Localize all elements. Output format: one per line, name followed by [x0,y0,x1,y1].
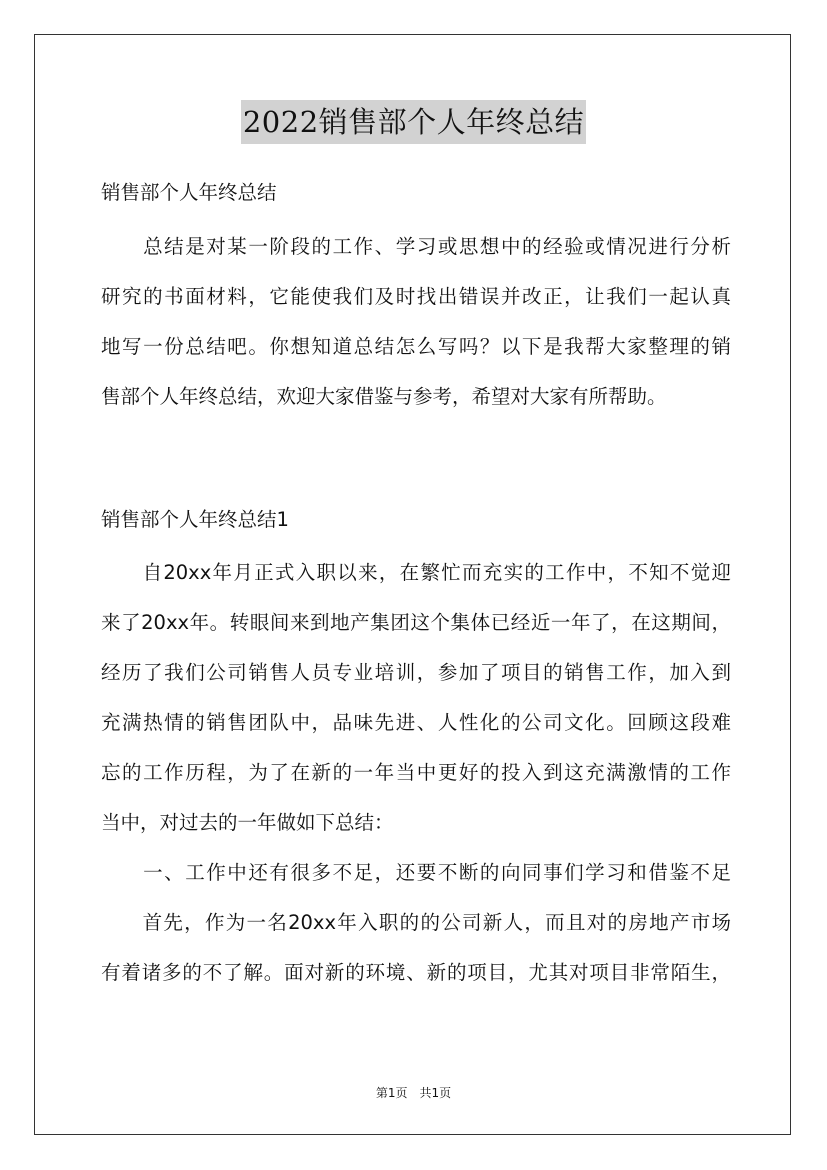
paragraph-line: 充满热情的销售团队中，品味先进、人性化的公司文化。回顾这段难 [101,711,731,734]
paragraph-line: 自20xx年月正式入职以来，在繁忙而充实的工作中，不知不觉迎 [101,561,731,584]
paragraph-line: 一、工作中还有很多不足，还要不断的向同事们学习和借鉴不足 [101,861,731,884]
paragraph-line: 研究的书面材料，它能使我们及时找出错误并改正，让我们一起认真 [101,285,731,308]
paragraph-line: 来了20xx年。转眼间来到地产集团这个集体已经近一年了，在这期间， [101,611,731,634]
body-paragraph [101,548,731,998]
paragraph-line: 忘的工作历程，为了在新的一年当中更好的投入到这充满激情的工作 [101,761,731,784]
paragraph-line: 经历了我们公司销售人员专业培训，参加了项目的销售工作，加入到 [101,661,731,684]
page-footer: 第1页 共1页 [375,1086,452,1100]
document-title: 2022销售部个人年终总结 [241,100,586,144]
paragraph-line: 地写一份总结吧。你想知道总结怎么写吗？以下是我帮大家整理的销 [101,335,731,358]
paragraph-line: 有着诸多的不了解。面对新的环境、新的项目，尤其对项目非常陌生， [101,961,731,984]
paragraph-line: 总结是对某一阶段的工作、学习或思想中的经验或情况进行分析 [101,235,731,258]
intro-paragraph [101,222,731,422]
paragraph-line: 首先，作为一名20xx年入职的的公司新人，而且对的房地产市场 [101,911,731,934]
paragraph-line: 当中，对过去的一年做如下总结： [101,811,394,834]
section-heading-1: 销售部个人年终总结1 [101,508,289,531]
paragraph-line: 售部个人年终总结，欢迎大家借鉴与参考，希望对大家有所帮助。 [101,385,667,408]
title-container [0,100,827,144]
section-heading: 销售部个人年终总结 [101,181,277,204]
